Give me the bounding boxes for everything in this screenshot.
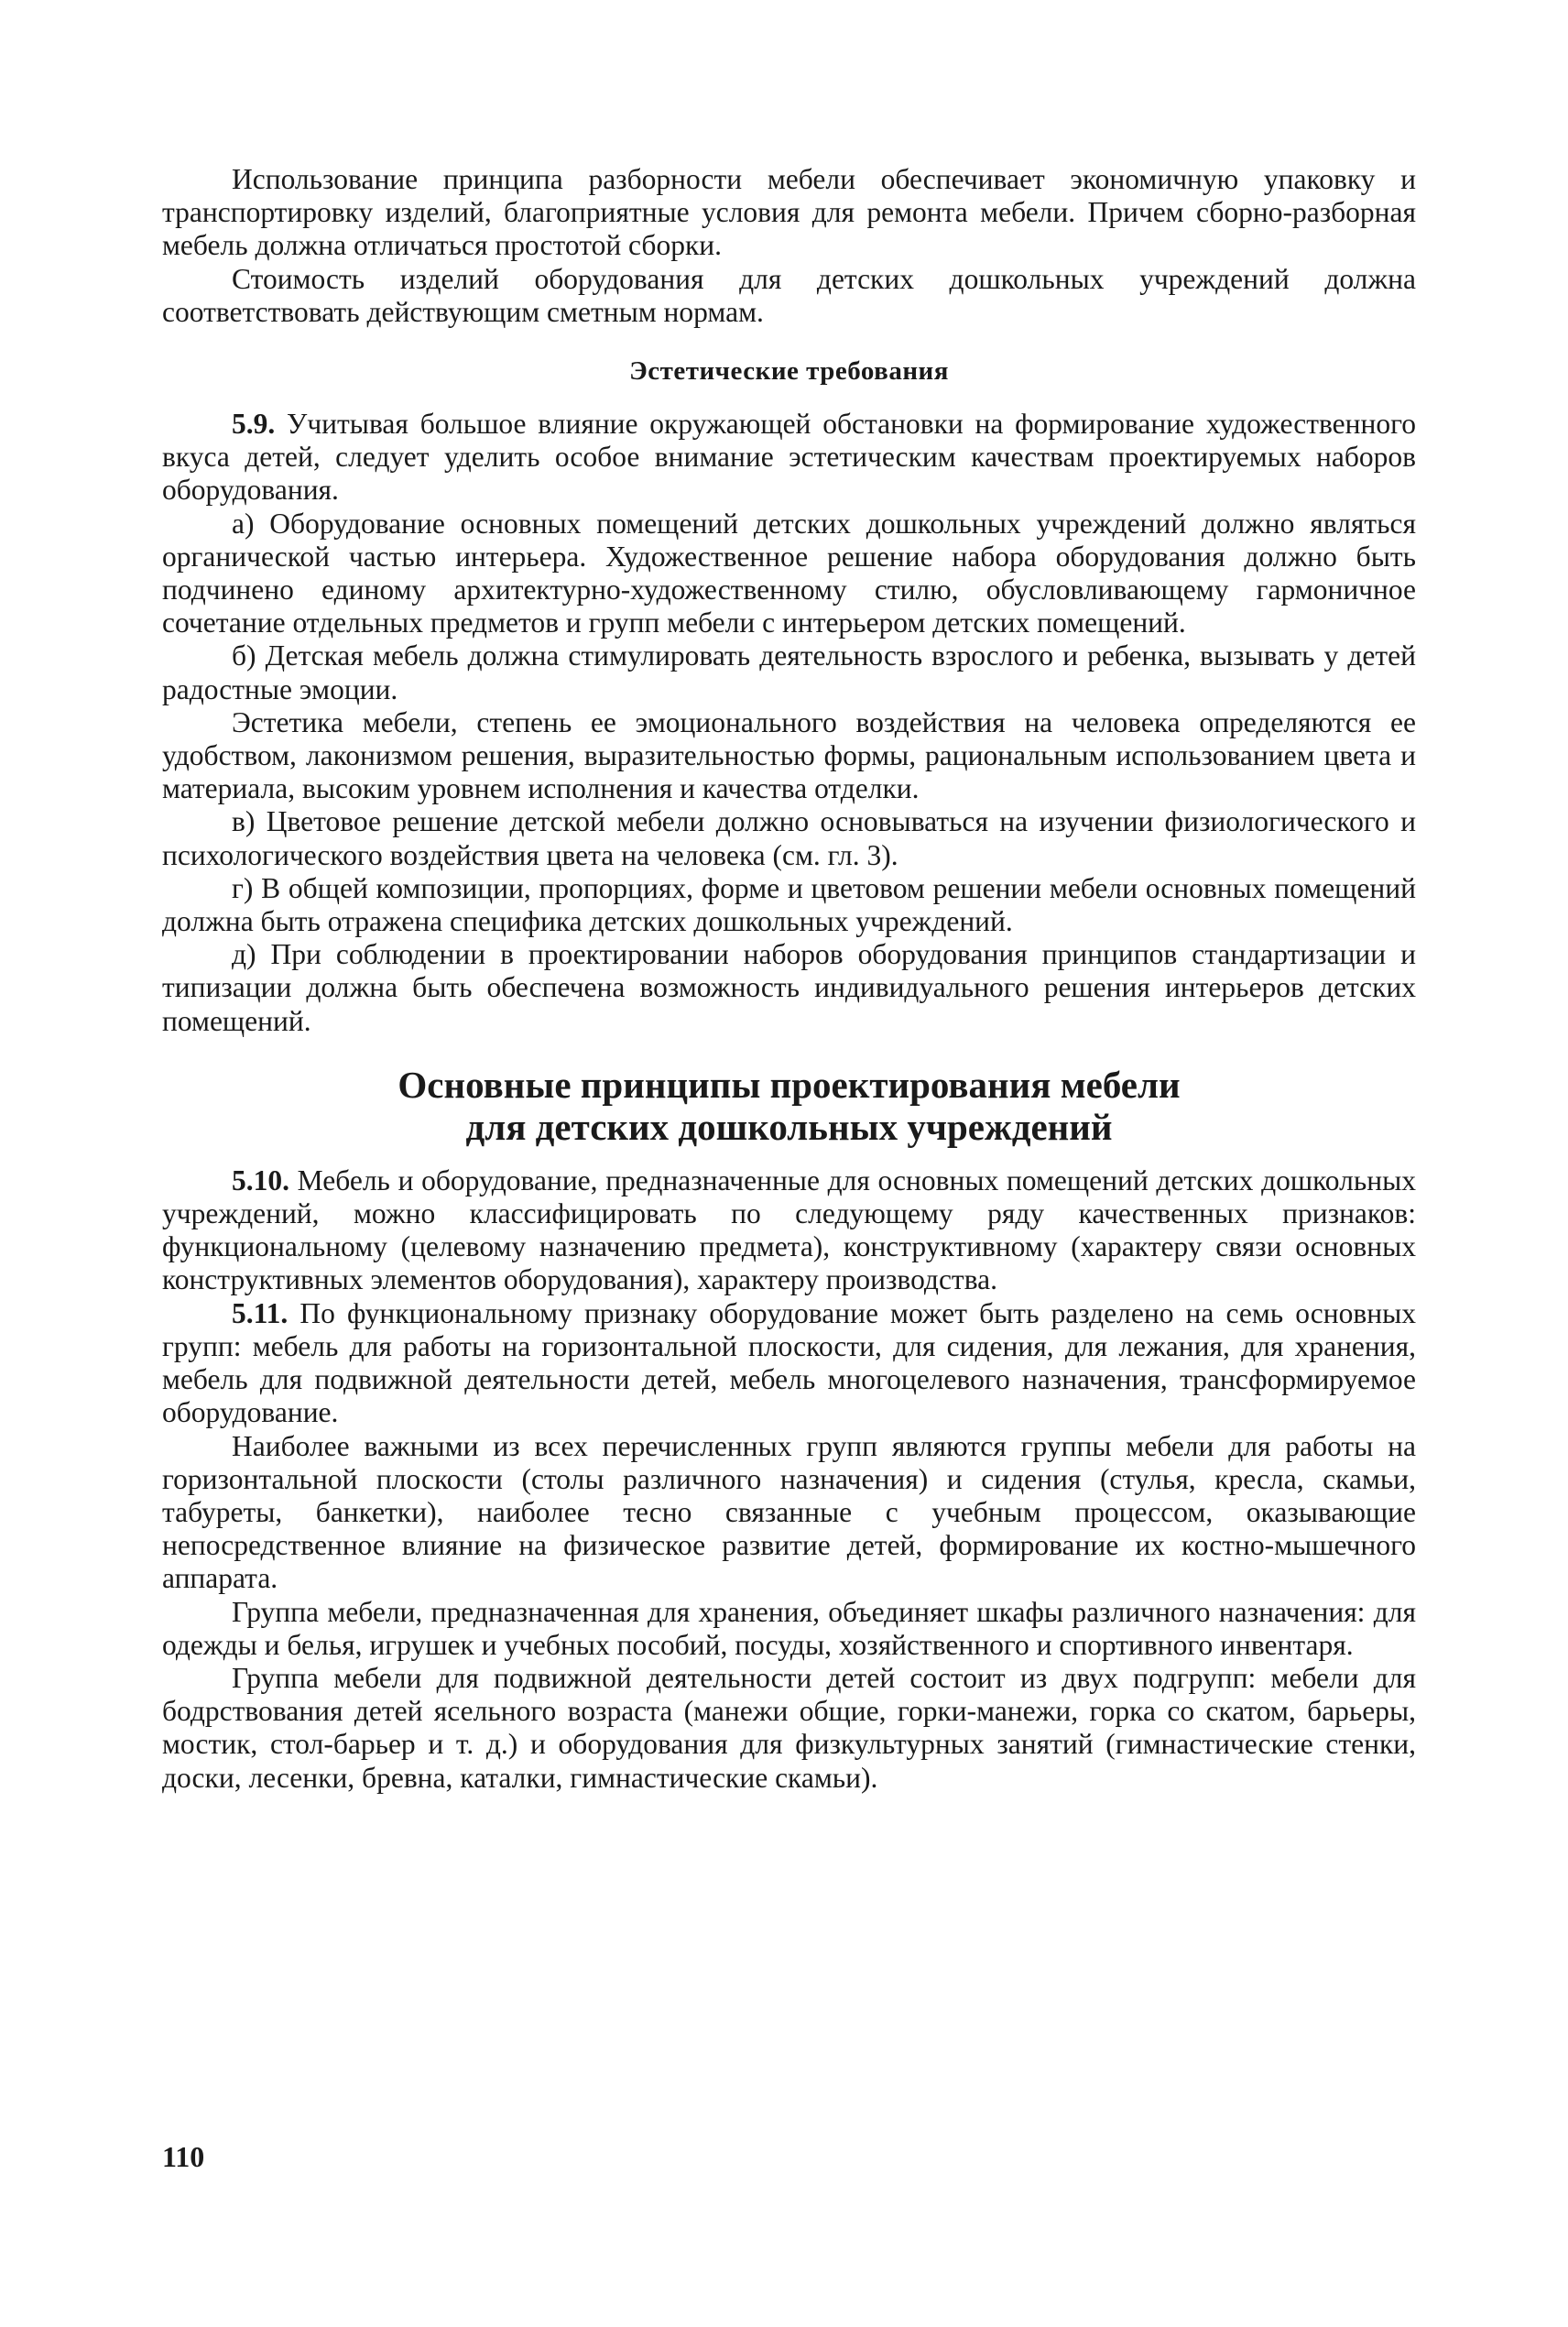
item-g-paragraph: г) В общей композиции, пропорциях, форме и цветовом решении мебели основных помещений должна быть отражена специфика детских дошкольных учреждений. [162,871,1416,938]
section-number: 5.11. [232,1296,289,1329]
section-5-10-paragraph [162,1164,1416,1297]
page-body [162,163,1416,1795]
heading-line-1: Основные принципы проектирования мебели [397,1063,1181,1106]
mobile-activity-group-paragraph: Группа мебели для подвижной деятельности детей состоит из двух подгрупп: мебели для бодрствования детей ясельного возраста (манежи общие, горки-манежи, горка со скатом, барьеры, мостик, стол-барьер и т. д.) и оборудования для физкультурных занятий (гимнастические стенки, доски, лесенки, бревна, каталки, гимнастические скамьи). [162,1661,1416,1794]
section-text: Мебель и оборудование, предназначенные для основных помещений детских дошкольных учреждений, можно классифицировать по следующему ряду качественных признаков: функциональному (целевому назначению предмета), конструктивному (характеру связи основных конструктивных элементов оборудования), характеру производства. [162,1164,1416,1296]
aesthetic-requirements-heading: Эстетические требования [629,356,949,387]
item-d-paragraph: д) При соблюдении в проектировании наборов оборудования принципов стандартизации и типизации должна быть обеспечена возможность индивидуального решения интерьеров детских помещений. [162,938,1416,1037]
section-text: По функциональному признаку оборудование может быть разделено на семь основных групп: мебель для работы на горизонтальной плоскости, для сидения, для лежания, для хранения, мебель для подвижной деятельности детей, мебель многоцелевого назначения, трансформируемое оборудование. [162,1296,1416,1429]
section-number: 5.9. [232,408,276,441]
design-principles-heading [162,1064,1416,1148]
section-number: 5.10. [232,1164,289,1196]
item-v-paragraph: в) Цветовое решение детской мебели должно основываться на изучении физиологического и психологического воздействия цвета на человека (см. гл. 3). [162,805,1416,871]
storage-group-paragraph: Группа мебели, предназначенная для хранения, объединяет шкафы различного назначения: для одежды и белья, игрушек и учебных пособий, посуды, хозяйственного и спортивного инвентаря. [162,1595,1416,1661]
aesthetics-paragraph: Эстетика мебели, степень ее эмоционального воздействия на человека определяются ее удобством, лаконизмом решения, выразительностью формы, рациональным использованием цвета и материала, высоким уровнем исполнения и качества отделки. [162,705,1416,805]
item-b-paragraph: б) Детская мебель должна стимулировать деятельность взрослого и ребенка, вызывать у детей радостные эмоции. [162,639,1416,705]
intro-paragraph-1: Использование принципа разборности мебели обеспечивает экономичную упаковку и транспортировку изделий, благоприятные условия для ремонта мебели. Причем сборно-разборная мебель должна отличаться простотой сборки. [162,163,1416,262]
page-number: 110 [162,2140,205,2173]
section-text: Учитывая большое влияние окружающей обстановки на формирование художественного вкуса детей, следует уделить особое внимание эстетическим качествам проектируемых наборов оборудования. [162,408,1416,507]
section-5-11-paragraph [162,1297,1416,1430]
item-a-paragraph: а) Оборудование основных помещений детских дошкольных учреждений должно являться органической частью интерьера. Художественное решение набора оборудования должно быть подчинено единому архитектурно-художественному стилю, обусловливающему гармоничное сочетание отдельных предметов и групп мебели с интерьером детских помещений. [162,507,1416,639]
intro-paragraph-2: Стоимость изделий оборудования для детских дошкольных учреждений должна соответствовать действующим сметным нормам. [162,262,1416,328]
important-groups-paragraph: Наиболее важными из всех перечисленных групп являются группы мебели для работы на горизонтальной плоскости (столы различного назначения) и сидения (стулья, кресла, скамьи, табуреты, банкетки), наиболее тесно связанные с учебным процессом, оказывающие непосредственное влияние на физическое развитие детей, формирование их костно-мышечного аппарата. [162,1429,1416,1595]
heading-line-2: для детских дошкольных учреждений [465,1105,1113,1148]
section-5-9-paragraph [162,408,1416,508]
